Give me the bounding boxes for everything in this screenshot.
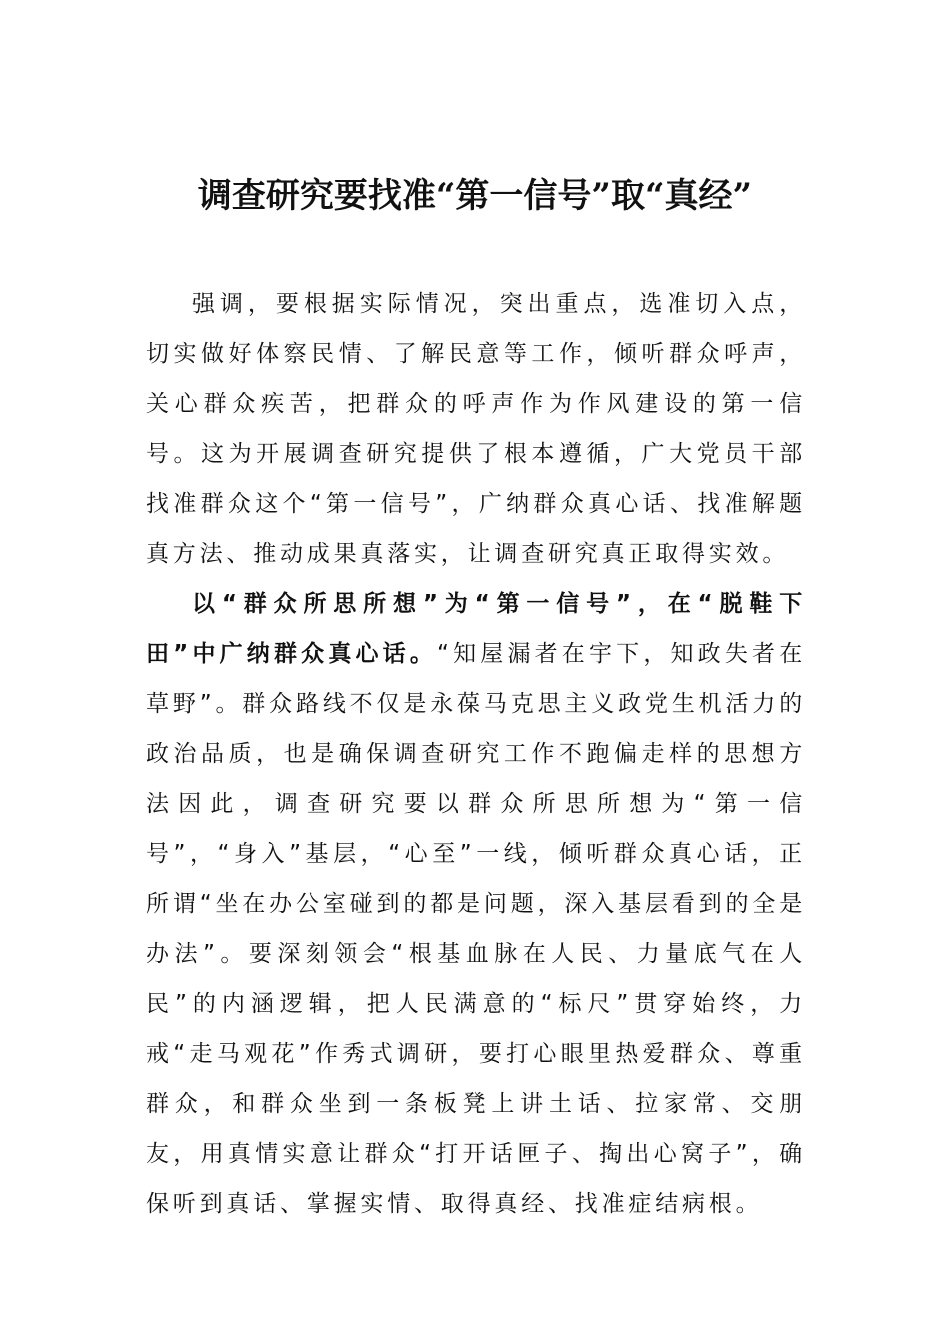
paragraph-intro <box>146 279 806 579</box>
document-body <box>146 279 806 1229</box>
paragraph-first-signal-text: “知屋漏者在宇下，知政失者在草野”。群众路线不仅是永葆马克思主义政党生机活力的政治品质，也是确保调查研究工作不跑偏走样的思想方法因此，调查研究要以群众所思所想为“第一信号”，“身入”基层，“心至”一线，倾听群众真心话，正所谓“坐在办公室碰到的都是问题，深入基层看到的全是办法”。要深刻领会“根基血脉在人民、力量底气在人民”的内涵逻辑，把人民满意的“标尺”贯穿始终，力戒“走马观花”作秀式调研，要打心眼里热爱群众、尊重群众，和群众坐到一条板凳上讲土话、拉家常、交朋友，用真情实意让群众“打开话匣子、掏出心窝子”，确保听到真话、掌握实情、取得真经、找准症结病根。 <box>146 641 806 1217</box>
paragraph-heading: 以“群众所思所想”为“第一信号”，在“脱鞋下田”中广纳群众真心话。 <box>146 591 806 667</box>
page-title: 调查研究要找准“第一信号”取“真经” <box>197 176 753 216</box>
paragraph-first-signal <box>146 579 806 1229</box>
paragraph-intro-text: 强调，要根据实际情况，突出重点，选准切入点，切实做好体察民情、了解民意等工作，倾听群众呼声，关心群众疾苦，把群众的呼声作为作风建设的第一信号。这为开展调查研究提供了根本遵循，广大党员干部找准群众这个“第一信号”，广纳群众真心话、找准解题真方法、推动成果真落实，让调查研究真正取得实效。 <box>146 291 806 567</box>
